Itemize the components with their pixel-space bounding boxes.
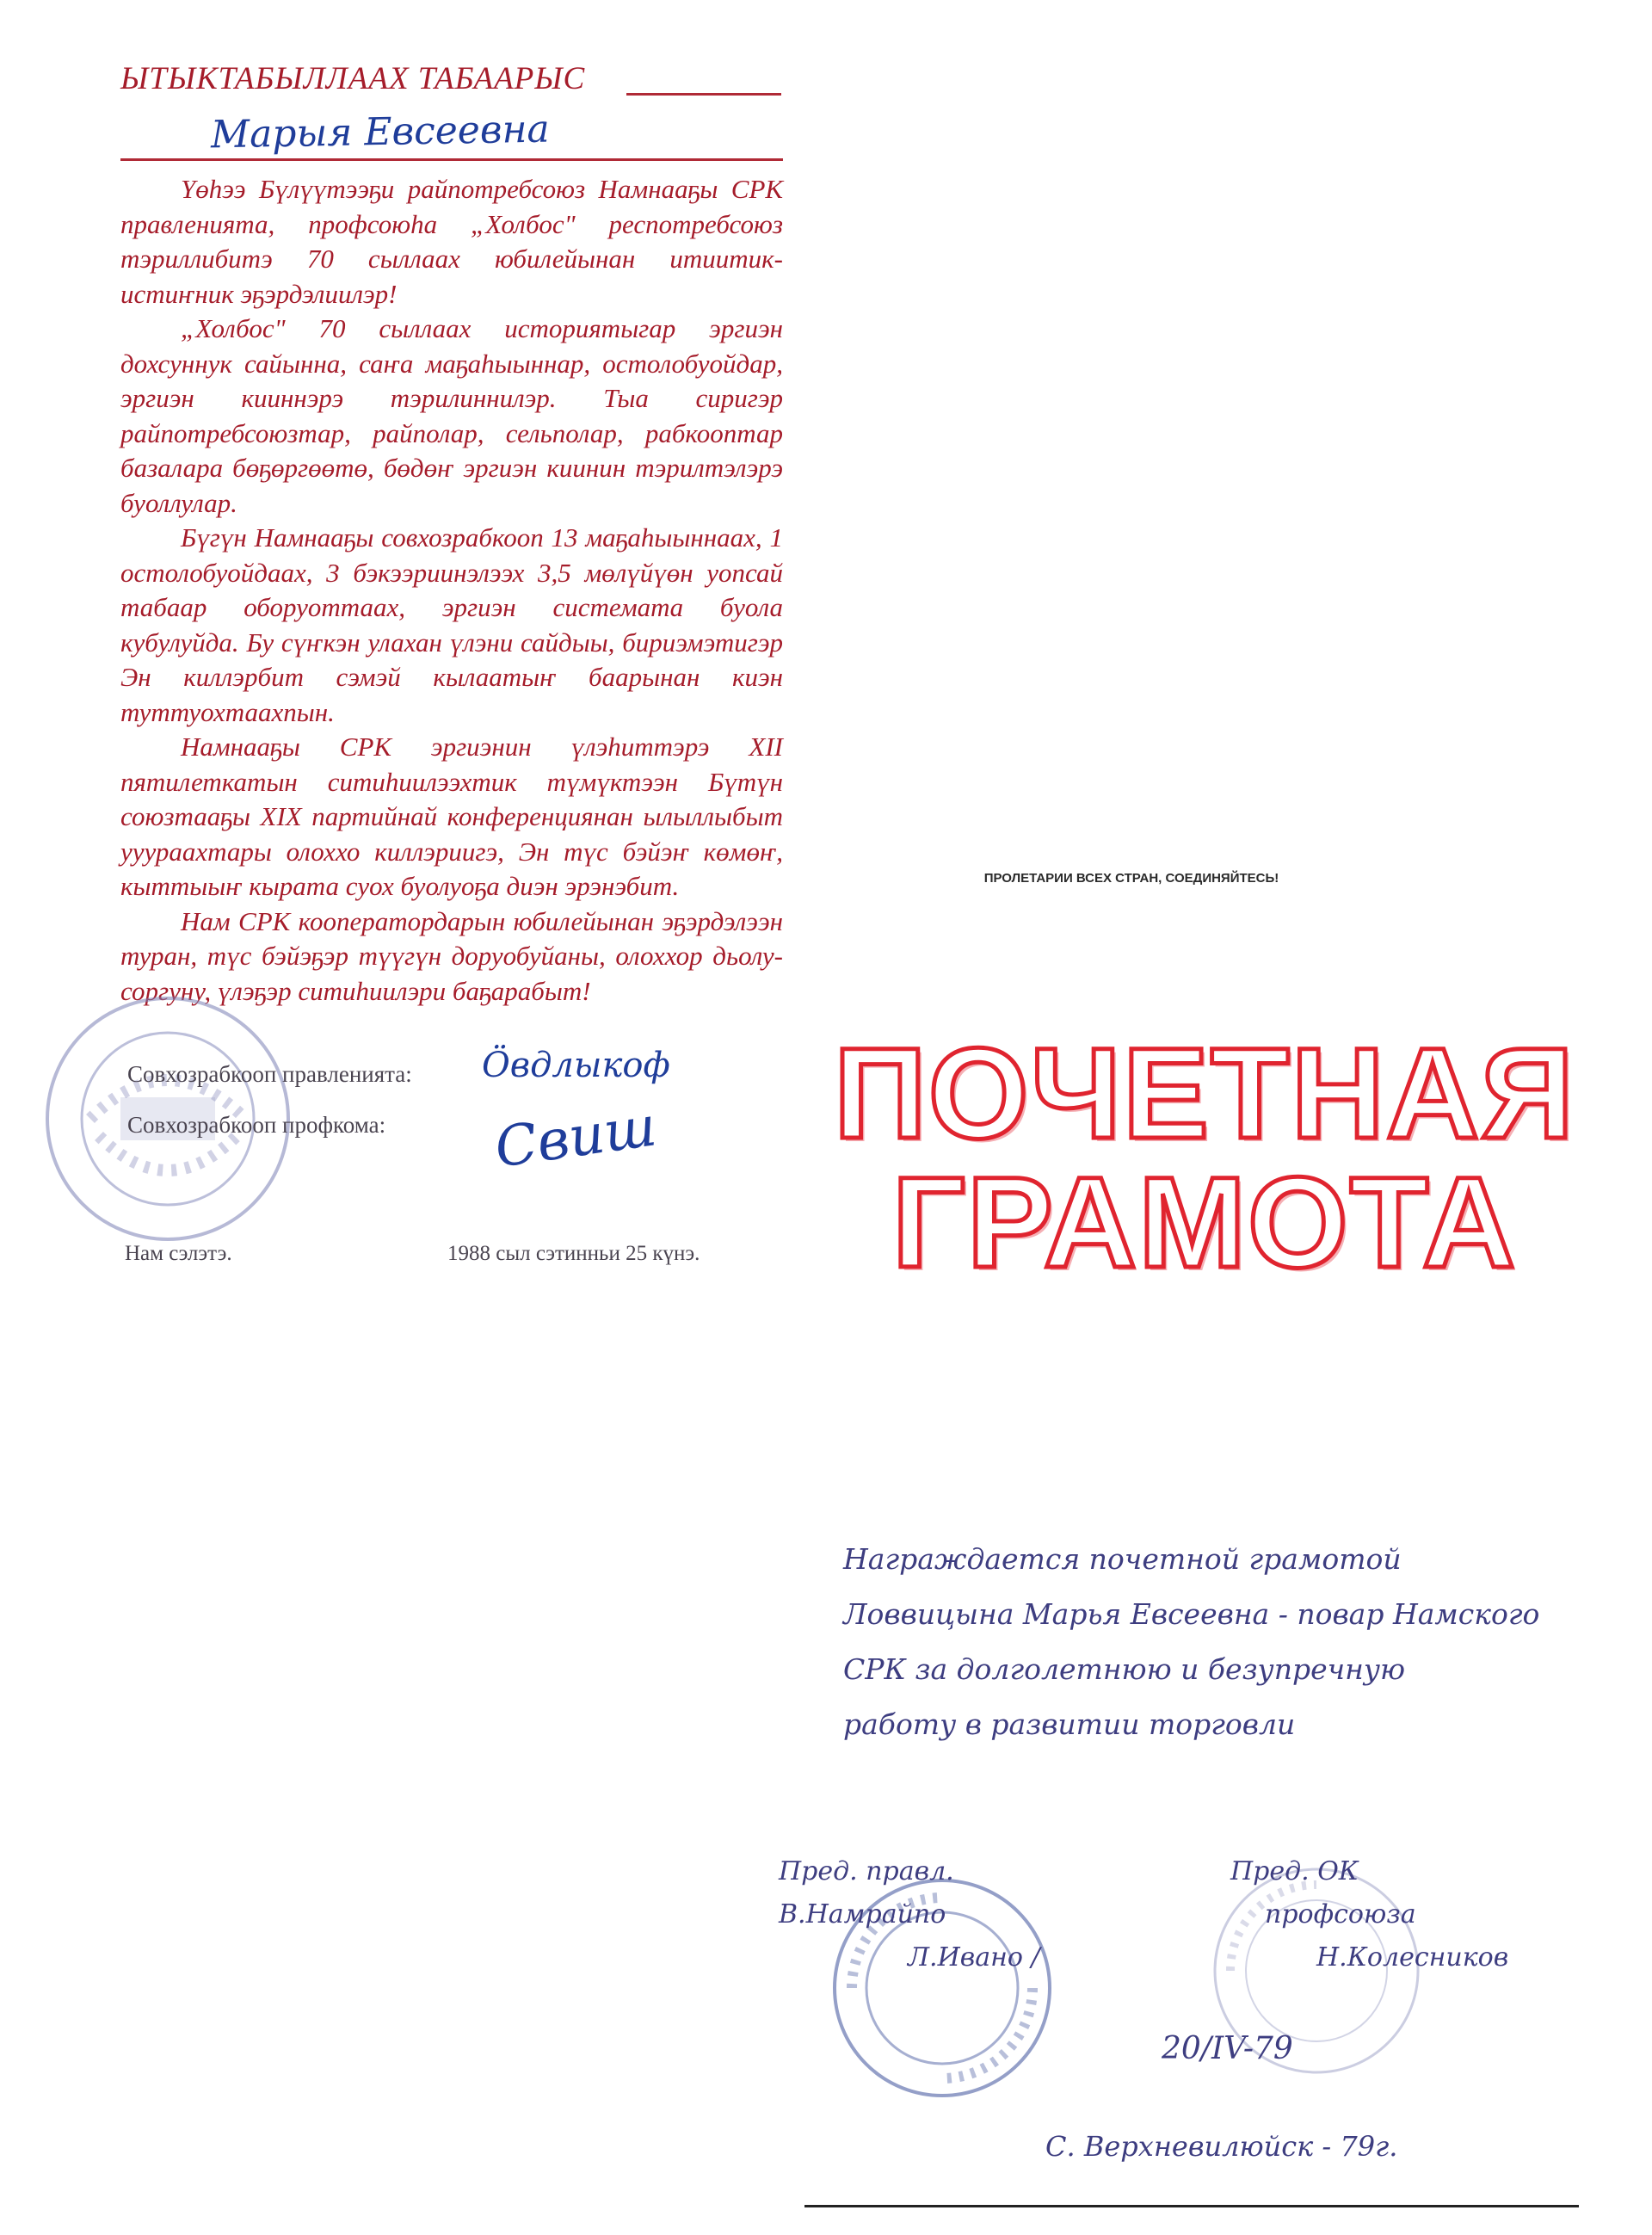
paragraph-1: Үөһээ Бүлүүтээҕи райпотребсоюз Намнааҕы СРК правленията, профсоюһа „Холбос" респотребсоюз тэриллибитэ 70 сыллаах юбилейынан итиитик-истиҥник эҕэрдэлиилэр! xyxy=(120,174,783,309)
paragraph-3: Бүгүн Намнааҕы совхозрабкооп 13 маҕаһыыннаах, 1 остолобуойдаах, 3 бэкээриинэлээх 3,5 мөлүйүөн уопсай табаар оборуоттаах, эргиэн систематa буола кубулуйда. Бу сүҥкэн улахан үлэни сайдыы, бириэмэтигэр Эн киллэрбит сэмэй кылаатыҥ баарынан киэн туттуохтаахпын. xyxy=(120,522,783,727)
certificate-title-line-1: ПОЧЕТНАЯ xyxy=(833,1021,1576,1165)
award-place: С. Верхневилюйск - 79г. xyxy=(1045,2130,1398,2163)
chairman-signature-left: Пред. правл. В.Намрайпо Л.Ивано / xyxy=(779,1856,1040,1973)
certificate-title-line-2: ГРАМОТА xyxy=(891,1150,1518,1294)
chairman-signature-right: Пред. ОК профсоюза Н.Колесников xyxy=(1230,1856,1509,1973)
tradeunion-signature: Свиш xyxy=(490,1095,661,1181)
tradeunion-signature-label: Совхозрабкооп профкома: xyxy=(127,1112,386,1138)
motto: ПРОЛЕТАРИИ ВСЕХ СТРАН, СОЕДИНЯЙТЕСЬ! xyxy=(983,871,1279,886)
greeting-body xyxy=(120,172,783,1009)
bottom-rule xyxy=(804,2205,1579,2207)
issue-date: 1988 сыл сэтинньи 25 күнэ. xyxy=(447,1242,700,1265)
paragraph-4: Намнааҕы СРК эргиэнин үлэһиттэрэ XII пятилеткатын ситиһиилээхтик түмүктээн Бүтүн союзтааҕы XIX партийнай конференциянан ылыллыбыт ууураахтары олоххо киллэриигэ, Эн түс бэйэҥ көмөҥ, кыттыыҥ кырата суох буолуоҕа диэн эрэнэбит. xyxy=(120,732,783,901)
board-signature: Ӧвдлыкоф xyxy=(482,1046,670,1085)
paragraph-2: „Холбос" 70 сыллаах историятыгар эргиэн дохсуннук сайынна, саҥа маҕаһыыннар, остолобуойдар, эргиэн кииннэрэ тэрилиннилэр. Тыа сиригэр райпотребсоюзтар, райполар, сельполар, рабкооптар базалара бөҕөргөөтө, бөдөҥ эргиэн киинин тэрилтэлэрэ буоллулар. xyxy=(120,313,783,518)
address-underline xyxy=(626,93,781,96)
name-underline xyxy=(120,158,783,161)
award-text xyxy=(843,1532,1566,1752)
award-line-2: Ловвицына Марья Евсеевна - повар Намского xyxy=(843,1597,1540,1631)
paragraph-5: Нам СРК кооператордарын юбилейынан эҕэрдэлээн туран, түс бэйэҕэр түүгүн доруобуйаны, олоххор дьолу-соргуну, үлэҕэр ситиһиилэри баҕарабыт! xyxy=(120,905,783,1006)
award-line-3: СРК за долголетнюю и безупречную xyxy=(843,1652,1406,1686)
salutation: ЫТЫКТАБЫЛЛААХ ТАБААРЫС xyxy=(120,61,586,96)
board-signature-label: Совхозрабкооп правленията: xyxy=(127,1061,412,1087)
issue-place: Нам сэлэтэ. xyxy=(125,1242,232,1265)
award-line-4: работу в развитии торговли xyxy=(843,1707,1296,1741)
left-page xyxy=(0,0,826,1377)
award-date: 20/IV-79 xyxy=(1162,2031,1293,2066)
recipient-name: Марыя Евсеевна xyxy=(210,107,551,157)
award-line-1: Награждается почетной грамотой xyxy=(843,1542,1402,1576)
